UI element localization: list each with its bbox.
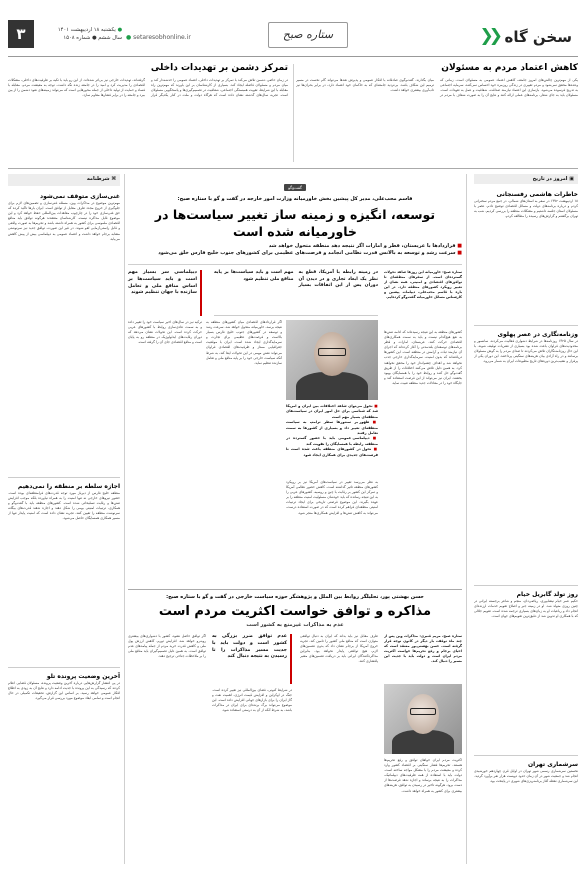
caption-line: ■ تحول در کشورهای منطقه باعث شده است تا فرصت‌های جدیدی برای همکاری ایجاد شود	[286, 447, 378, 457]
main-bullet: ■ سرعت رشد و توسعه به بالانس قدرت نظامی انجامد و فرصت‌های عظیمی برای کشورهای جنوب خلیج فارس خلق می‌شود	[158, 250, 462, 256]
photo-glasses	[318, 348, 346, 356]
second-column-2: طرف مقابل نیز باید بداند که ایران به دنبال توافقی متوازن است که منافع ملی کشور را تامین کند. تجربه خروج آمریکا از برجام نشان داد که بدون تضمین‌های لازم، هیچ توافقی پایدار نخواهد بود. بنابراین مذاکره‌کنندگان ایرانی باید بر دریافت تضمین‌های معتبر پافشاری کنند.	[300, 634, 378, 664]
sidebar-item	[474, 190, 578, 319]
second-callout-text: عدم توافق ضرر بزرگی به کشور است و دولت باید با جدیت مسیر مذاکرات را تا رسیدن به نتیجه دنبال کند	[212, 634, 287, 660]
main-kicker-label: گفت‌وگو	[284, 184, 306, 191]
second-column-1: اکثریت مردم ایران خواهان توافق و رفع تحریم‌ها هستند. تحریم‌ها فشار سنگینی بر اقتصاد کشور وارد کرده و معیشت مردم را با مشکل مواجه ساخته است. دولت باید با استفاده از همه ظرفیت‌های دیپلماتیک، مذاکرات را به نتیجه برساند و اجازه ندهد فرصت‌ها از دست برود. هرگونه تاخیر در رسیدن به توافق، هزینه‌های بیشتری برای کشور به همراه خواهد داشت.	[384, 758, 462, 793]
main-callout-text: دیپلماسی سر بسیار مهم است و باید سیاست‌ها بر اساس منافع ملی و تعامل سازنده با جهان تنظیم شوند	[128, 270, 197, 296]
right-sidebar-divider	[466, 174, 467, 864]
main-column-4: ترکیه نیز در سال‌های اخیر سیاست خود را تغییر داده و به سمت عادی‌سازی روابط با کشورهای عربی حرکت کرده است. این تحولات نشان می‌دهد که دوران رقابت‌های ایدئولوژیک در منطقه رو به پایان است و منافع اقتصادی جای آن را گرفته است.	[128, 320, 202, 345]
sidebar-item-body: منطقه خلیج فارس از دیرباز مورد توجه قدرت‌های فرامنطقه‌ای بوده است. حضور نیروهای خارجی نه تنها امنیت را به همراه نیاورده بلکه موجب افزایش تنش‌ها و رقابت تسلیحاتی شده است. کشورهای منطقه باید با گفت‌وگو و همکاری، ترتیبات امنیتی بومی را شکل دهند و اجازه ندهند قدرت‌های بیگانه سرنوشت منطقه را تعیین کنند. تجربه نشان داده است که امنیت پایدار تنها از مسیر همکاری همسایگان حاصل می‌شود.	[8, 491, 120, 521]
second-intro: حسن بهشتی پور، تحلیلگر روابط بین الملل و پژوهشگر حوزه سیاست خارجی در گفت و گو با ستاره صبح:	[166, 594, 424, 600]
main-column-3: اگر قراردادهای اقتصادی میان کشورهای منطقه به نتیجه برسد، خاورمیانه متحول خواهد شد. سرعت رشد و توسعه در کشورهای جنوب خلیج فارس بسیار بالاست و فرصت‌های عظیمی برای تجارت و سرمایه‌گذاری ایجاد شده است. ایران با موقعیت جغرافیایی ممتاز و ظرفیت‌های اقتصادی فراوان می‌تواند نقش مهمی در این تحولات ایفا کند، به شرط آنکه سیاست خارجی خود را بر پایه منافع ملی و تعامل سازنده تنظیم نماید.	[206, 320, 282, 365]
section-title: سخن گاه	[504, 28, 572, 46]
second-column-3: در شرایط کنونی، فضای بین‌المللی نیز تغییر کرده است. جنگ در اوکراین و افزایش قیمت انرژی، اهمیت نفت و گاز ایران را برای بازارهای جهانی افزایش داده است. این موضوع می‌تواند برگ برنده‌ای برای ایران در مذاکرات باشد، به شرط آنکه از آن به درستی استفاده شود.	[212, 688, 292, 713]
issue-year: سال ششم	[98, 35, 122, 41]
top-right-article	[296, 62, 578, 164]
sidebar-item-body: حکیم عمر خیام نیشابوری، ریاضی‌دان، منجم و شاعر برجسته ایرانی در چنین روزی متولد شد. او در زمینه جبر و اصلاح تقویم خدمات ارزنده‌ای انجام داد و رباعیات او به زبان‌های بسیاری ترجمه شده است. تقویم جلالی که با همکاری او تدوین شد از دقیق‌ترین تقویم‌های جهان است.	[474, 599, 578, 619]
main-headline: توسعه، انگیزه و زمینه ساز تغییر سیاست‌ها در خاورمیانه شده است	[154, 207, 436, 239]
caption-line: ■ ظهور بر سنتورها سطر ترامپ به سیاست منطقه‌ای تغییر داد و بسیاری از کشورها به سمت تعامل رفتند	[286, 420, 378, 436]
top-right-body: یکی از مهم‌ترین چالش‌های امروز جامعه، کاهش اعتماد عمومی به مسئولان است. زمانی که وعده‌ها محقق نمی‌شود و مردم تغییری در زندگی روزمره خود احساس نمی‌کنند، سرمایه اجتماعی به تدریج فرسوده می‌شود. بازسازی این اعتماد نیازمند صداقت، شفافیت و عمل به تعهدات است. مسئولان باید به جای شعار، برنامه‌های عملی ارائه کنند و نتایج آن را به صورت شفاف با مردم در میان بگذارند. گفت‌وگوی صادقانه با افکار عمومی و پذیرش نقدها می‌تواند گام نخست در مسیر ترمیم این شکاف باشد. بی‌تردید جامعه‌ای که به حاکمان خود اعتماد دارد، در برابر بحران‌ها نیز تاب‌آوری بیشتری خواهد داشت.	[296, 78, 578, 98]
top-right-headline: کاهش اعتماد مردم به مسئولان	[441, 63, 578, 73]
caption-bullet-icon: ■	[372, 436, 378, 441]
photo-glasses	[410, 708, 436, 715]
sidebar-item-body: ۱۸ اردیبهشت ۱۳۷۲ در سفر به استان‌های شمالی، در جمع مردم سخنرانی کردم و درباره برنامه‌های دولت و مسائل اقتصادی توضیح دادم. عصر با مسئولان استان جلسه داشتیم و مشکلات منطقه را بررسی کردیم. شب به تهران برگشتم و گزارش‌های رسیده را مطالعه کردم.	[474, 199, 578, 219]
sidebar-item	[474, 585, 578, 749]
main-column-2: به نظر می‌رسد تغییر در سیاست‌های آمریکا نیز بر رویکرد کشورهای منطقه تاثیر گذاشته است. کاهش حضور نظامی آمریکا و تمرکز این کشور بر رقابت با چین و روسیه، کشورهای عربی را به این نتیجه رسانده که باید خودشان مسئولیت امنیت منطقه را بر عهده بگیرند. این موضوع فرصتی تاریخی برای ایجاد ترتیبات امنیتی منطقه‌ای فراهم کرده است که در صورت استفاده درست، می‌تواند به کاهش تنش‌ها و افزایش همکاری‌ها منجر شود.	[286, 480, 378, 515]
sidebar-item	[8, 192, 120, 471]
date-bullet-icon: ●	[115, 27, 122, 33]
issue-number: شماره ۱۵۰۸	[63, 35, 91, 41]
sidebar-logo-icon: ⌘	[109, 176, 116, 182]
masthead-logo	[268, 22, 348, 48]
second-headline: مذاکره و توافق خواست اکثریت مردم است	[158, 604, 432, 619]
caption-bullet-icon: ■	[372, 420, 378, 425]
calendar-icon: ▣	[567, 176, 574, 182]
sidebar-item-title: اجازه سلطه بر منطقه را نمی‌دهیم	[17, 483, 120, 490]
sidebar-item-body: نخستین سرشماری رسمی شهر تهران در اوایل قرن چهاردهم خورشیدی انجام شد و جمعیت شهر در آن زمان حدود دویست هزار نفر برآورد گردید. این سرشماری نقطه آغاز برنامه‌ریزی‌های شهری در پایتخت بود.	[474, 769, 578, 784]
articles-divider	[128, 589, 462, 590]
main-quote: در زمینه رابطه با آمریکا، قطع به نظر یک ابعاد تجاری و در دیدن آن دوران پس از این اتفاقات بسیار مهم است و باید سیاست‌ها بر پایه منافع ملی تنظیم شود	[214, 270, 378, 289]
main-quote-box	[214, 270, 378, 316]
main-column-1: کشورهای منطقه به این نتیجه رسیده‌اند که ادامه تنش‌ها به نفع هیچ‌کدام نیست و باید به سمت همکاری‌های اقتصادی حرکت کنند. عربستان، امارات و قطر برنامه‌های توسعه‌ای بلندمدتی را آغاز کرده‌اند که اجرای آن نیازمند ثبات و آرامش در منطقه است. این کشورها دریافته‌اند که بدون امنیت، سرمایه‌گذاری خارجی جذب نخواهد شد و اهداف چشم‌انداز خود را محقق نخواهند کرد. به همین دلیل تلاش می‌کنند اختلافات را از طریق گفت‌وگو حل کنند و روابط خود را با همسایگان بهبود بخشند. ایران نیز می‌تواند از این فرصت استفاده کند و جایگاه خود را در معادلات جدید منطقه تثبیت نماید.	[384, 330, 462, 385]
sidebar-item-title: غنی‌سازی متوقف نمی‌شود	[40, 193, 120, 200]
issue-date: یکشنبه ۱۸ اردیبهشت ۱۴۰۱	[57, 27, 116, 33]
masthead	[8, 6, 578, 54]
second-lead: ستاره صبح، مریم قنبری: مذاکرات وین پس از چند ماه توقف، بار دیگر در کانون توجه قرار گرفته است. حسن بهشتی‌پور معتقد است که احیای برجام و رفع تحریم‌ها خواست اکثریت مردم ایران است و دولت باید با جدیت این مسیر را دنبال کند.	[384, 634, 462, 664]
sidebar-item	[8, 667, 120, 861]
left-sidebar-divider	[124, 174, 125, 864]
right-sidebar	[474, 174, 578, 864]
main-caption-box	[286, 404, 378, 478]
top-left-body: در زمان حاضر، دشمن تلاش می‌کند با تمرکز بر تهدیدات داخلی، اعتماد عمومی را خدشه‌دار کند و میان مردم و مسئولان فاصله ایجاد کند. بسیاری از کارشناسان بر این باورند که مهم‌ترین راه مقابله با این شرایط، تقویت همبستگی اجتماعی، شفافیت در تصمیم‌گیری‌ها و پاسخگویی مسئولان است. تجربه سال‌های گذشته نشان داده است که هرگاه دولت و ملت در کنار یکدیگر قرار گرفته‌اند، تهدیدات خارجی نیز بی‌اثر شده‌اند. از این رو باید با تکیه بر ظرفیت‌های داخلی، مشکلات اقتصادی را مدیریت کرد و امید را در جامعه زنده نگه داشت. توجه به معیشت مردم، مقابله با فساد و حمایت از تولید داخلی از جمله محورهایی است که می‌تواند زمینه‌های نفوذ دشمن را از بین ببرد و جامعه را در برابر فشارها مقاوم سازد.	[8, 78, 288, 98]
sidebar-item-title: آخرین وضعیت پرونده تلو	[46, 673, 120, 680]
sidebar-item-title: وزنامه‌نگاری در عصر پهلوی	[497, 331, 578, 338]
second-column-4: اگر توافق حاصل نشود، کشور با دشواری‌های بیشتری روبه‌رو خواهد شد. افزایش تورم، کاهش ارزش پول ملی و کاهش قدرت خرید مردم از جمله پیامدهای عدم توافق است. به همین دلیل تصمیم‌گیران باید منافع ملی را بر ملاحظات جناحی ترجیح دهند.	[128, 634, 206, 659]
main-photo	[286, 320, 378, 400]
top-row-divider	[8, 168, 578, 169]
site-bullet-icon: ●	[126, 34, 134, 41]
caption-line: ■ دیپلماسی عمومی باید با حضور گسترده در منطقه، رابطه با همسایگان را تقویت کند	[286, 436, 378, 446]
sidebar-item-body: در پی انتشار گزارش‌هایی درباره آخرین وضعیت پرونده، مسئولان قضایی اعلام کردند که رسیدگی به این پرونده با جدیت ادامه دارد و نتایج آن به زودی به اطلاع افکار عمومی خواهد رسید. بر اساس این گزارش، تحقیقات تکمیلی در حال انجام است و تمامی ابعاد موضوع مورد بررسی قرار می‌گیرد.	[8, 681, 120, 701]
second-photo	[384, 684, 462, 754]
site-url[interactable]: ● setaresobhonline.ir	[126, 34, 191, 41]
second-subhead: عدم به مذاکرات غیرمنع به کشور است	[246, 622, 344, 628]
bullet-icon: ■	[455, 243, 462, 249]
main-lead: ستاره صبح: خاورمیانه این روزها شاهد تحولات گسترده‌ای است. از سفرهای منطقه‌ای تا توافق‌های اقتصادی و امنیتی، همه نشان از تغییر رویکرد کشورهای منطقه دارد. در این باره با قاسم محب‌علی، دیپلمات پیشین و کارشناس مسائل خاورمیانه گفت‌وگو کرده‌ایم.	[384, 270, 462, 300]
sidebar-item-title: سرشماری تهران	[528, 761, 578, 768]
main-callout	[128, 270, 202, 316]
double-chevron-icon: ❮❮	[479, 26, 498, 46]
sidebar-item-body: مهم‌ترین موضوع در مذاکرات وین، مسئله غنی‌سازی و تضمین‌های لازم برای جلوگیری از خروج مجدد طرف مقابل از توافق است. ایران بارها تاکید کرده که حق غنی‌سازی خود را در چارچوب معاهدات بین‌المللی حفظ خواهد کرد و این موضوع قابل مذاکره نیست. کارشناسان معتقدند هرگونه توافق باید منافع اقتصادی ملموسی برای کشور به همراه داشته باشد و تحریم‌ها به صورت واقعی و قابل راستی‌آزمایی لغو شوند. در غیر این صورت، توافق جدید نیز سرنوشتی مشابه برجام خواهد داشت و اعتماد عمومی به دیپلماسی بیش از پیش کاهش می‌یابد.	[8, 201, 120, 241]
second-callout	[212, 634, 292, 684]
main-intro: قاسم محب‌علی، مدیر کل پیشین بخش خاورمیانه وزارت امور خارجه در گفت و گو با ستاره صبح:	[177, 196, 413, 202]
sidebar-item	[8, 477, 120, 661]
sidebar-item-title: روز تولد گابریل خیام	[516, 591, 578, 598]
main-bullet: ■ قراردادها با عربستان، قطر و امارات اگر نتیجه دهد منطقه متحول خواهد شد	[268, 243, 462, 249]
caption-line: ■ تحول می‌توان شاهد اختلافات بین ایران و آمریکا شد که شناسی برای حل امور ایران در سیاست‌های منطقه‌ای بسیار مهم است	[286, 404, 378, 419]
masthead-divider	[8, 56, 578, 57]
sidebar-item	[474, 755, 578, 864]
issue-meta: ● یکشنبه ۱۸ اردیبهشت ۱۴۰۱ سال ششم ● شماره ۱۵۰۸	[57, 27, 122, 41]
photo-shoulders	[296, 372, 368, 400]
page-number-badge: ۳	[8, 20, 34, 48]
sidebar-item	[474, 325, 578, 579]
main-header-divider	[128, 264, 462, 265]
top-left-article	[8, 62, 288, 164]
left-sidebar	[8, 174, 120, 864]
left-sidebar-header: ⌘ شرطنامه	[8, 174, 120, 186]
main-article	[128, 174, 462, 586]
second-article	[128, 594, 462, 866]
sidebar-item-body: در سال ۱۳۲۵ روزنامه‌ها در شرایط دشواری فعالیت می‌کردند. سانسور و محدودیت‌های فراوان باعث شده بود بسیاری از نشریات توقیف شوند. با این حال روزنامه‌نگاران تلاش می‌کردند تا صدای مردم را به گوش مسئولان برسانند و در راه آزادی بیان هزینه‌های سنگینی پرداختند. این دوران یکی از پرفراز و نشیب‌ترین دوره‌های تاریخ مطبوعات ایران به شمار می‌رود.	[474, 339, 578, 364]
caption-bullet-icon: ■	[374, 404, 378, 408]
top-vertical-divider	[293, 64, 294, 162]
right-sidebar-header: ▣ امروز در تاریخ	[474, 174, 578, 184]
logo-text: ستاره صبح	[282, 28, 334, 41]
sidebar-item-title: خاطرات هاشمی رفسنجانی	[496, 191, 578, 198]
caption-bullet-icon: ■	[373, 447, 378, 452]
bullet-icon: ■	[455, 250, 462, 256]
top-left-headline: تمرکز دشمن بر تهدیدات داخلی	[150, 63, 288, 73]
